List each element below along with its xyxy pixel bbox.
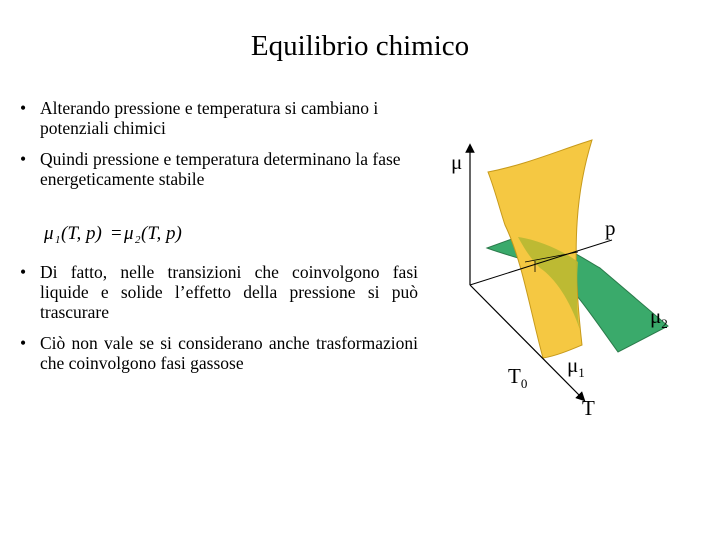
bullet-item xyxy=(18,262,418,322)
bullet-dot: • xyxy=(20,262,27,282)
bullet-text: Di fatto, nelle transizioni che coinvolgono fasi liquide e solide l’effetto della pressione si può trascurare xyxy=(40,262,418,322)
bullet-item xyxy=(18,149,418,189)
bullet-text: Quindi pressione e temperatura determinano la fase energeticamente stabile xyxy=(40,149,401,189)
bullet-dot: • xyxy=(20,333,27,353)
axis-label-T: T xyxy=(582,396,595,420)
label-mu1: $\mu_1$ xyxy=(567,353,585,381)
formula-sub2: 2 xyxy=(135,234,141,246)
bullet-item xyxy=(18,333,418,373)
formula-mu1: μ xyxy=(44,223,54,244)
formula-mu2: μ xyxy=(124,223,134,244)
formula-equals: = xyxy=(111,223,122,244)
slide-title: Equilibrio chimico xyxy=(250,30,470,62)
equilibrium-formula xyxy=(40,212,200,248)
formula-args2: (T, p) xyxy=(141,223,182,244)
potential-surface-diagram xyxy=(430,120,720,430)
bullet-list-top xyxy=(18,98,418,200)
bullet-dot: • xyxy=(20,149,27,169)
bullet-dot: • xyxy=(20,98,27,118)
formula-sub1: 1 xyxy=(55,234,61,246)
formula-args1: (T, p) xyxy=(61,223,102,244)
label-T0: $T_0$ xyxy=(508,364,528,392)
axis-label-p: p xyxy=(605,216,616,240)
axis-label-mu: μ xyxy=(451,150,463,174)
label-mu2: $\mu_2$ xyxy=(650,304,668,332)
bullet-list-bottom xyxy=(18,262,418,384)
bullet-item xyxy=(18,98,418,138)
bullet-text: Ciò non vale se si considerano anche trasformazioni che coinvolgono fasi gassose xyxy=(40,333,418,373)
bullet-text: Alterando pressione e temperatura si cambiano i potenziali chimici xyxy=(40,98,379,138)
